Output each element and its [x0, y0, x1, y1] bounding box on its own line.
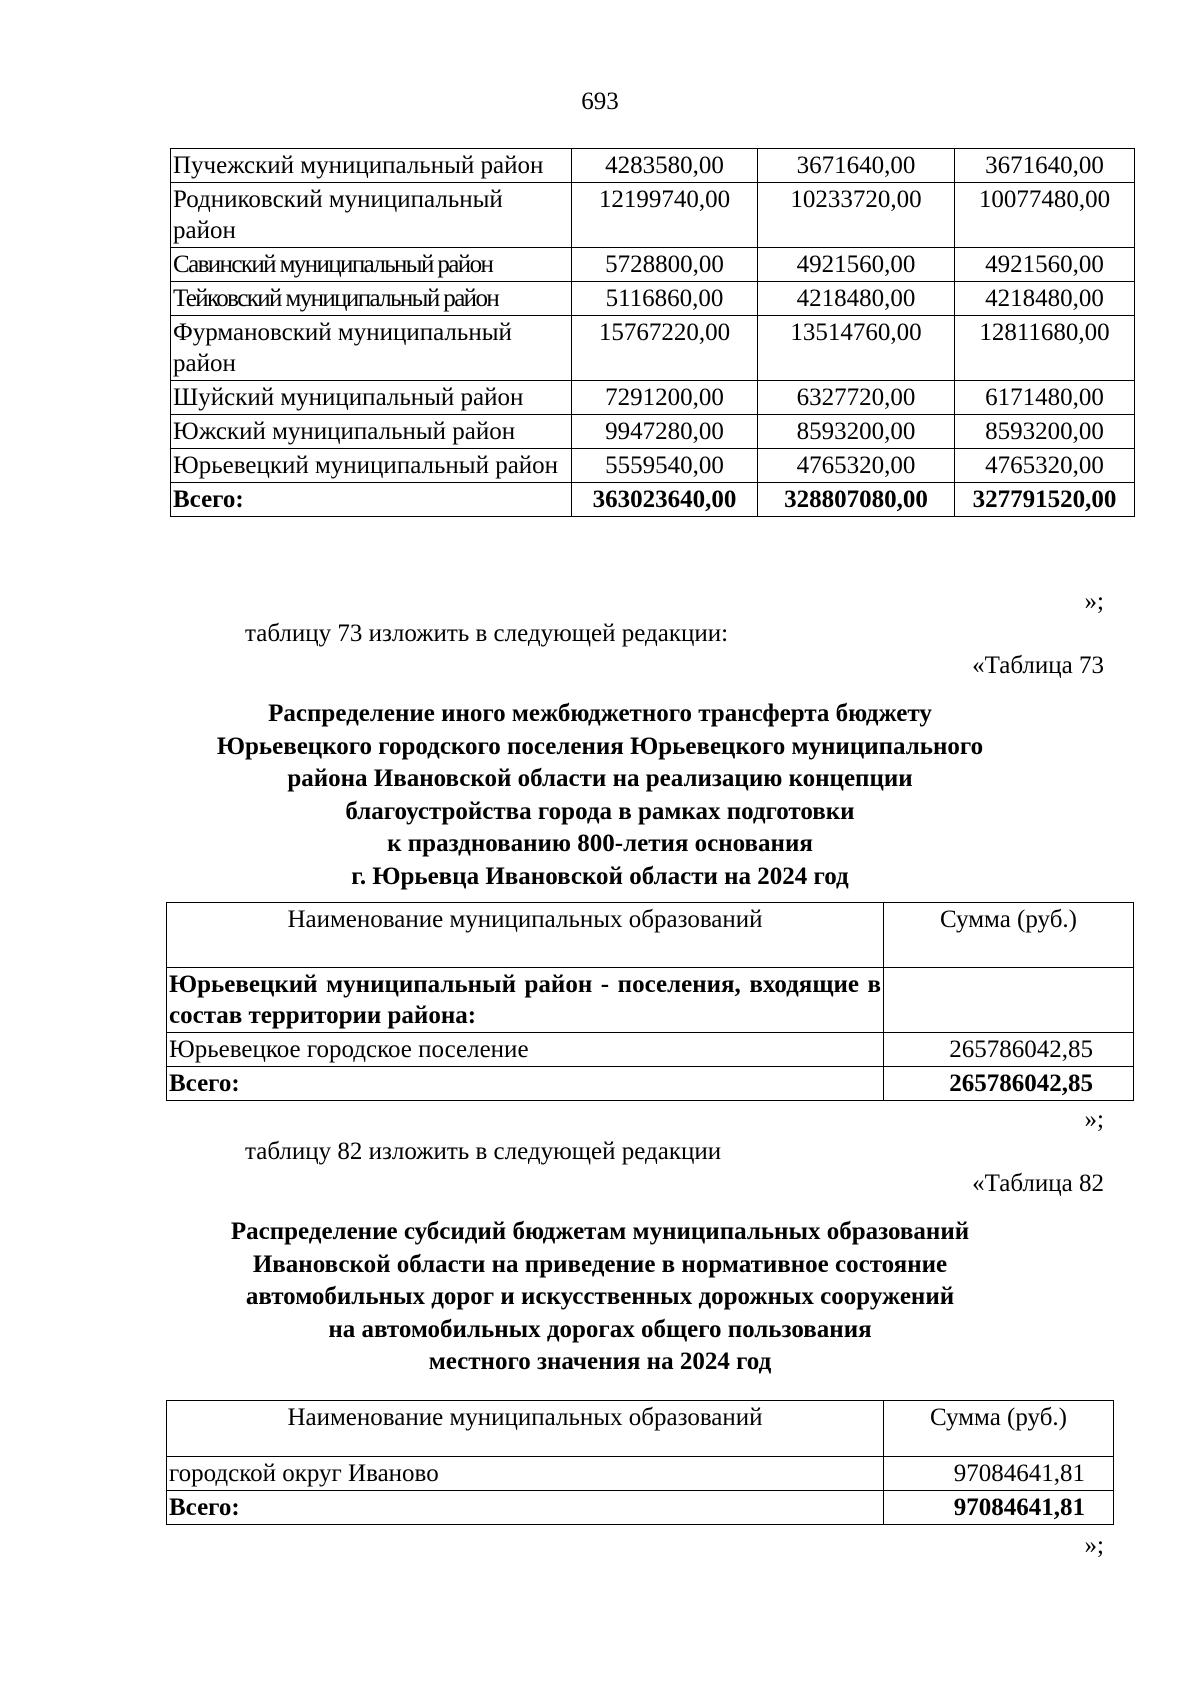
- value-cell: 4921560,00: [955, 248, 1135, 282]
- total-value: 328807080,00: [758, 483, 955, 517]
- value-cell: 10077480,00: [955, 183, 1135, 248]
- value-cell: 8593200,00: [758, 415, 955, 449]
- heading-line: местного значения на 2024 год: [428, 1348, 772, 1375]
- district-name: Юрьевецкий муниципальный район: [171, 449, 572, 483]
- heading-line: г. Юрьевца Ивановской области на 2024 год: [351, 862, 849, 890]
- district-name: Родниковский муниципальный район: [171, 183, 572, 248]
- table-row: [171, 316, 1135, 381]
- total-row: [171, 483, 1135, 517]
- heading-line: автомобильных дорог и искусственных дорожных сооружений: [245, 1283, 955, 1310]
- value-cell: 6171480,00: [955, 381, 1135, 415]
- value-cell: 4218480,00: [758, 282, 955, 316]
- column-header-sum: Сумма (руб.): [884, 903, 1134, 968]
- total-row: [167, 1491, 1114, 1525]
- page-number: 693: [581, 88, 619, 115]
- district-name: Пучежский муниципальный район: [171, 149, 572, 183]
- subsidy-table-continued: [170, 148, 1135, 517]
- amount-cell: 265786042,85: [884, 1033, 1134, 1067]
- column-header-name: Наименование муниципальных образований: [167, 1401, 884, 1457]
- value-cell: 7291200,00: [572, 381, 758, 415]
- empty-cell: [884, 968, 1134, 1033]
- total-row: [167, 1067, 1134, 1101]
- value-cell: 3671640,00: [955, 149, 1135, 183]
- header-row: [167, 903, 1134, 968]
- amendment-intro-73: таблицу 73 изложить в следующей редакции:: [245, 620, 729, 647]
- table-row: [167, 1457, 1114, 1491]
- table-73-heading: [150, 698, 1050, 893]
- value-cell: 4283580,00: [572, 149, 758, 183]
- table-82-heading: [150, 1216, 1050, 1379]
- value-cell: 8593200,00: [955, 415, 1135, 449]
- settlement-name: Юрьевецкое городское поселение: [167, 1033, 884, 1067]
- total-value: 97084641,81: [884, 1491, 1114, 1525]
- closing-quote: »;: [1084, 588, 1104, 615]
- heading-line: Распределение субсидий бюджетам муниципальных образований: [230, 1218, 970, 1245]
- value-cell: 5559540,00: [572, 449, 758, 483]
- table-row: [171, 282, 1135, 316]
- table-row: [171, 183, 1135, 248]
- table-73: [166, 902, 1134, 1101]
- heading-line: Ивановской области на приведение в нормативное состояние: [252, 1250, 948, 1278]
- value-cell: 4921560,00: [758, 248, 955, 282]
- value-cell: 4765320,00: [758, 449, 955, 483]
- value-cell: 4765320,00: [955, 449, 1135, 483]
- value-cell: 12199740,00: [572, 183, 758, 248]
- heading-line: к празднованию 800-летия основания: [387, 830, 813, 857]
- district-name: Тейковский муниципальный район: [171, 282, 572, 316]
- table-row: [171, 248, 1135, 282]
- value-cell: 6327720,00: [758, 381, 955, 415]
- table-row: [171, 149, 1135, 183]
- total-label: Всего:: [167, 1491, 884, 1525]
- amount-cell: 97084641,81: [884, 1457, 1114, 1491]
- total-value: 327791520,00: [955, 483, 1135, 517]
- group-label: Юрьевецкий муниципальный район - поселения, входящие в состав территории района:: [167, 968, 884, 1033]
- heading-line: Распределение иного межбюджетного трансферта бюджету: [268, 700, 932, 727]
- heading-line: Юрьевецкого городского поселения Юрьевецкого муниципального: [216, 732, 984, 760]
- column-header-name: Наименование муниципальных образований: [167, 903, 884, 968]
- table-label-82: «Таблица 82: [972, 1170, 1104, 1197]
- value-cell: 15767220,00: [572, 316, 758, 381]
- total-value: 265786042,85: [884, 1067, 1134, 1101]
- value-cell: 13514760,00: [758, 316, 955, 381]
- total-label: Всего:: [171, 483, 572, 517]
- table-row: [171, 381, 1135, 415]
- value-cell: 5728800,00: [572, 248, 758, 282]
- group-row: [167, 968, 1134, 1033]
- district-name: Южский муниципальный район: [171, 415, 572, 449]
- value-cell: 5116860,00: [572, 282, 758, 316]
- table-82: [166, 1400, 1114, 1525]
- heading-line: района Ивановской области на реализацию концепции: [287, 765, 913, 792]
- district-name: Фурмановский муниципальный район: [171, 316, 572, 381]
- value-cell: 3671640,00: [758, 149, 955, 183]
- total-label: Всего:: [167, 1067, 884, 1101]
- header-row: [167, 1401, 1114, 1457]
- district-name: Шуйский муниципальный район: [171, 381, 572, 415]
- table-row: [171, 449, 1135, 483]
- closing-quote: »;: [1084, 1106, 1104, 1133]
- value-cell: 4218480,00: [955, 282, 1135, 316]
- table-label-73: «Таблица 73: [972, 652, 1104, 679]
- heading-line: благоустройства города в рамках подготовки: [345, 797, 855, 825]
- value-cell: 10233720,00: [758, 183, 955, 248]
- table-row: [167, 1033, 1134, 1067]
- value-cell: 9947280,00: [572, 415, 758, 449]
- closing-quote: »;: [1084, 1532, 1104, 1559]
- heading-line: на автомобильных дорогах общего пользования: [328, 1315, 872, 1343]
- amendment-intro-82: таблицу 82 изложить в следующей редакции: [245, 1138, 722, 1165]
- district-name: Савинский муниципальный район: [171, 248, 572, 282]
- table-row: [171, 415, 1135, 449]
- municipality-name: городской округ Иваново: [167, 1457, 884, 1491]
- total-value: 363023640,00: [572, 483, 758, 517]
- column-header-sum: Сумма (руб.): [884, 1401, 1114, 1457]
- value-cell: 12811680,00: [955, 316, 1135, 381]
